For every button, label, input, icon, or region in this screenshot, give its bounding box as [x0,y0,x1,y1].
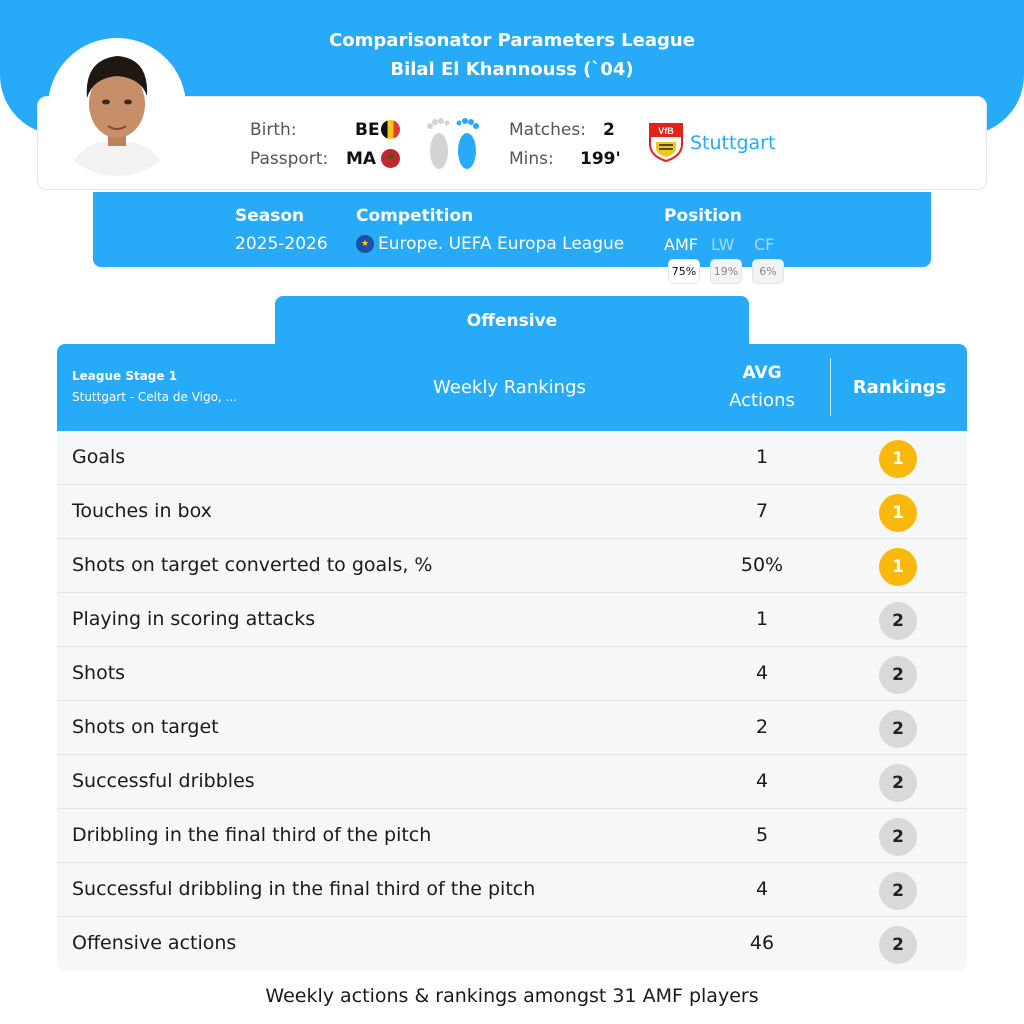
row-value: 1 [755,446,769,468]
player-avatar [48,38,186,176]
feet-icon [422,113,484,173]
row-value: 7 [755,500,769,522]
row-value: 46 [749,932,775,954]
row-value: 4 [755,662,769,684]
table-header [57,344,967,431]
morocco-flag-icon: ★ [381,149,400,168]
position-amf: AMF [664,235,698,254]
player-name: Bilal El Khannouss (`04) [390,59,634,80]
europe-icon: ★ [356,235,374,253]
rank-badge: 2 [879,710,917,748]
rank-badge: 1 [879,494,917,532]
row-label: Playing in scoring attacks [72,608,316,630]
competition-label: Competition [356,206,474,226]
table-row [57,539,967,593]
rank-badge: 2 [879,602,917,640]
passport-label: Passport: [250,149,329,169]
season-label: Season [235,206,305,226]
table-row [57,809,967,863]
avg-header: AVG [742,363,782,383]
table-row [57,863,967,917]
rank-badge: 1 [879,440,917,478]
position-lw-pct: 19% [710,259,742,284]
row-label: Goals [72,446,126,468]
row-value: 4 [755,878,769,900]
stage-label: League Stage 1 [72,369,178,383]
birth-label: Birth: [250,120,297,140]
tab-offensive[interactable]: Offensive [275,296,749,346]
mins-label: Mins: [509,149,554,169]
matches-label: Matches: [509,120,586,140]
row-label: Successful dribbles [72,770,255,792]
header-divider [830,358,831,416]
season-value: 2025-2026 [235,234,328,254]
row-label: Successful dribbling in the final third of the pitch [72,878,536,900]
rank-badge: 2 [879,656,917,694]
table-row [57,485,967,539]
row-value: 1 [755,608,769,630]
table-row [57,755,967,809]
rankings-header: Rankings [852,377,947,398]
row-label: Dribbling in the final third of the pitch [72,824,432,846]
position-label: Position [664,206,742,226]
table-row [57,431,967,485]
position-lw: LW [711,235,735,254]
weekly-rankings-label: Weekly Rankings [433,377,586,398]
table-row [57,917,967,971]
row-label: Shots [72,662,126,684]
club-logo-text: VfB [658,126,674,136]
birth-country: BE [355,120,380,140]
row-value: 4 [755,770,769,792]
position-amf-pct: 75% [668,259,700,284]
mins-value: 199' [580,149,621,169]
position-cf-pct: 6% [752,259,784,284]
row-value: 2 [755,716,769,738]
table-row [57,593,967,647]
season-bar [93,192,931,267]
table-row [57,701,967,755]
row-label: Shots on target [72,716,219,738]
club-name[interactable]: Stuttgart [690,132,776,154]
matches-value: 2 [603,120,615,140]
table-row [57,647,967,701]
passport-country: MA [346,149,377,169]
actions-header: Actions [729,390,795,411]
competition-value: Europe. UEFA Europa League [378,234,625,254]
position-cf: CF [754,235,775,254]
row-label: Touches in box [72,500,212,522]
row-value: 5 [755,824,769,846]
rank-badge: 2 [879,872,917,910]
match-label: Stuttgart - Celta de Vigo, ... [72,390,237,404]
row-label: Offensive actions [72,932,237,954]
page-title: Comparisonator Parameters League [329,30,695,51]
rank-badge: 1 [879,548,917,586]
belgium-flag-icon [381,120,400,139]
rankings-table [57,431,967,971]
stuttgart-logo-icon [648,122,684,162]
footer-note: Weekly actions & rankings amongst 31 AMF players [265,985,759,1007]
rank-badge: 2 [879,764,917,802]
row-label: Shots on target converted to goals, % [72,554,433,576]
rank-badge: 2 [879,818,917,856]
row-value: 50% [740,554,784,576]
rank-badge: 2 [879,926,917,964]
